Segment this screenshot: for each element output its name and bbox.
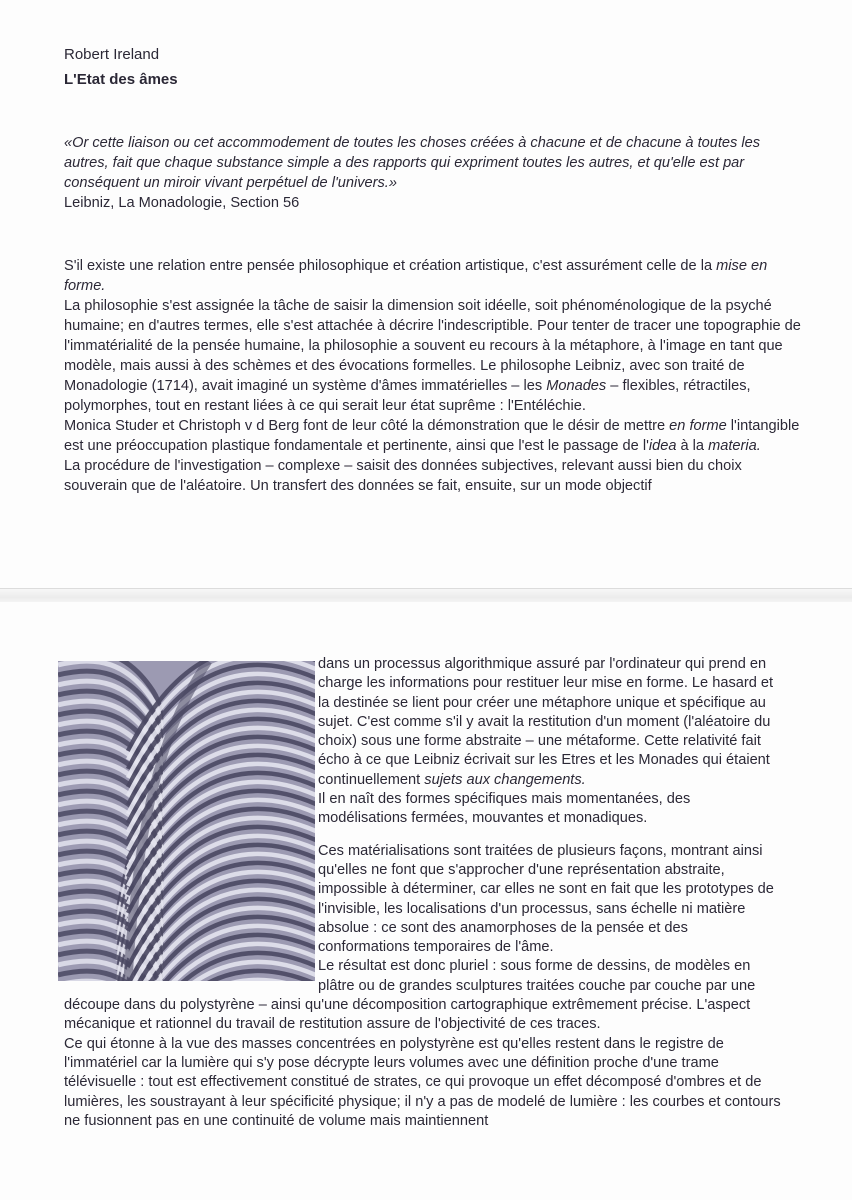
figure-spacer	[60, 655, 318, 985]
page-fold	[0, 588, 852, 603]
continuation-paragraph-5: Ce qui étonne à la vue des masses concentrées en polystyrène est qu'elles restent dans le registre de l'immatériel car la lumière qui s'y pose décrypte leurs volumes avec une définition proche d'une trame télévisuelle : tout est effectivement constitué de strates, ce qui provoque un effet décomposé d'ombres et de lumières, les soustrayant à leur spécificité physique; il n'y a pas de modelé de lumière : les courbes et contours ne fusionnent pas en une continuité de volume mais maintiennent	[64, 1035, 781, 1129]
text-run: Monica Studer et Christoph v d Berg font de leur côté la démonstration que le désir de mettre	[64, 418, 670, 434]
continuation-paragraph-4: Le résultat est donc pluriel : sous forme de dessins, de modèles en plâtre ou de grandes sculptures traitées couche par couche par une découpe dans du polystyrène – ainsi qu'une décomposition cartographique extrêmement précise. L'aspect mécanique et rationnel du travail de restitution assure de l'objectivité de ces traces.	[64, 958, 756, 1033]
epigraph-source: Leibniz, La Monadologie, Section 56	[64, 195, 300, 211]
text-run: à la	[676, 438, 709, 454]
epigraph-text: «Or cette liaison ou cet accommodement de toutes les choses créées à chacune et de chacune à toutes les autres, fait que chaque substance simple a des rapports qui expriment toutes les autres, et qu'elle est par conséquent un miroir vivant perpétuel de l'univers.»	[64, 135, 761, 191]
document-title: L'Etat des âmes	[64, 71, 178, 88]
intro-paragraph-1	[64, 256, 804, 296]
continuation-paragraph-2: Il en naît des formes spécifiques mais momentanées, des modélisations fermées, mouvantes et monadiques.	[318, 791, 691, 827]
epigraph	[64, 133, 804, 213]
text-run: l'intangible est une préoccupation plastique fondamentale et pertinente, ainsi que l'est le passage de l'	[64, 418, 800, 454]
intro-section	[64, 256, 804, 496]
intro-paragraph-3	[64, 416, 804, 456]
intro-paragraph-2	[64, 296, 804, 416]
text-run: dans un processus algorithmique assuré par l'ordinateur qui prend en charge les informations pour restituer leur mise en forme. Le hasard et la destinée se lient pour créer une métaphore unique et spécifique au sujet. C'est comme s'il y avait la restitution d'un moment (l'aléatoire du choix) sous une forme abstraite – une métaforme. Cette relativité fait écho à ce que Leibniz écrivait sur les Etres et les Monades qui étaient continuellement	[318, 656, 774, 788]
intro-paragraph-4: La procédure de l'investigation – complexe – saisit des données subjectives, relevant aussi bien du choix souverain que de l'aléatoire. Un transfert des données se fait, ensuite, sur un mode objectif	[64, 458, 742, 494]
emphasis: mise en forme.	[64, 258, 768, 294]
author-name: Robert Ireland	[64, 46, 160, 63]
text-run: – flexibles, rétractiles, polymorphes, tout en restant liées à ce qui serait leur état suprême : l'Entéléchie.	[64, 378, 751, 414]
emphasis: materia.	[708, 438, 761, 454]
emphasis: idea	[648, 438, 677, 454]
emphasis: Monades	[546, 378, 607, 394]
text-run: S'il existe une relation entre pensée philosophique et création artistique, c'est assurément celle de la	[64, 258, 717, 274]
emphasis: en forme	[669, 418, 727, 434]
emphasis: sujets aux changements.	[424, 771, 586, 788]
continuation-paragraph-3: Ces matérialisations sont traitées de plusieurs façons, montrant ainsi qu'elles ne font que s'approcher d'une représentation abstraite, impossible à déterminer, car elles ne sont en fait que les prototypes de l'invisible, les localisations d'un processus, sans échelle ni matière absolue : ce sont des anamorphoses de la pensée et des conformations temporaires de l'âme.	[318, 842, 774, 956]
text-run: La philosophie s'est assignée la tâche de saisir la dimension soit idéelle, soit phénoménologique de la psyché humaine; en d'autres termes, elle s'est attachée à décrire l'indescriptible. Pour tenter de tracer une topographie de l'immatérialité de la pensée humaine, la philosophie a souvent eu recours à la métaphore, à l'image en tant que modèle, mais aussi à des schèmes et des évocations formelles. Le philosophe Leibniz, avec son traité de Monadologie (1714), avait imaginé un système d'âmes immatérielles – les	[64, 298, 801, 394]
continuation-section	[64, 655, 782, 1131]
